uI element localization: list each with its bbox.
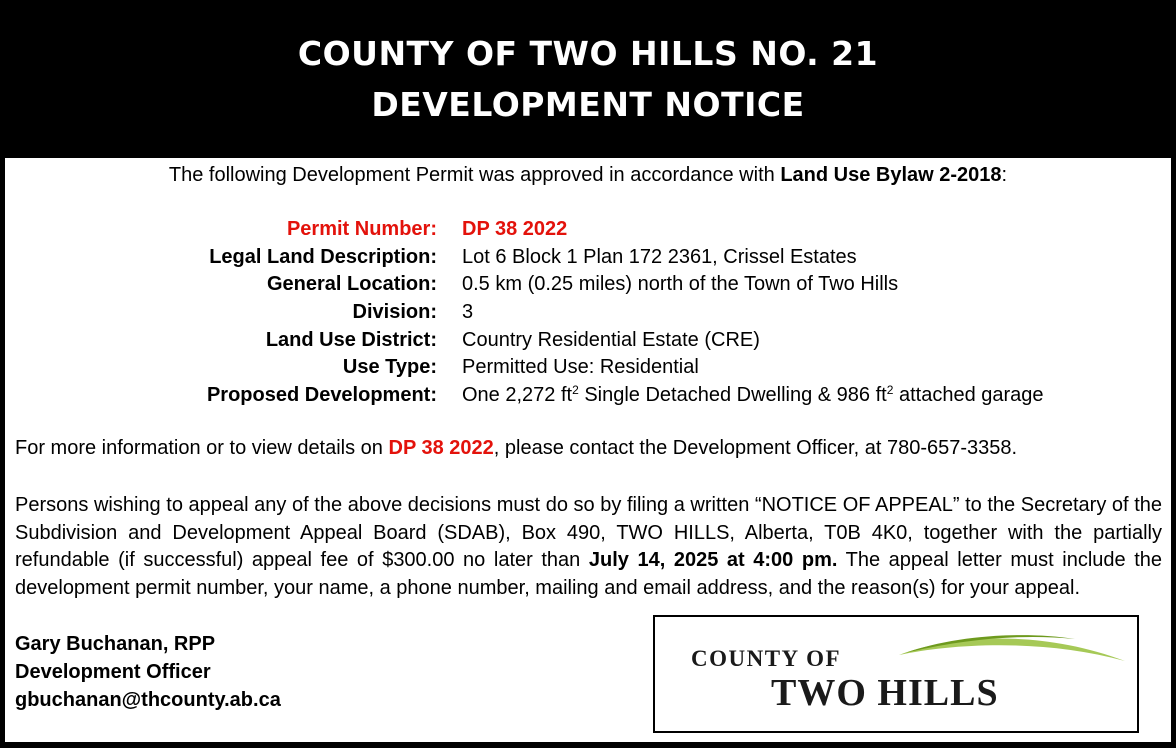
proposed-development-label: Proposed Development: [206,384,437,407]
field-permit-number [5,216,1171,244]
general-location-label: General Location: [266,273,437,296]
notice-body [5,158,1171,742]
use-type-value: Permitted Use: Residential [462,356,699,379]
info-permit-number: DP 38 2022 [388,437,494,459]
logo-county-of: COUNTY OF [691,646,842,671]
legal-land-label: Legal Land Description: [209,245,437,268]
field-proposed-development [5,382,1171,410]
signature-block [15,630,281,714]
division-label: Division: [352,301,437,324]
field-division [5,299,1171,327]
permit-details [5,216,1171,410]
field-legal-land [5,244,1171,272]
bylaw-reference: Land Use Bylaw 2-2018 [780,164,1002,186]
officer-title: Development Officer [15,661,211,683]
legal-land-value: Lot 6 Block 1 Plan 172 2361, Crissel Estates [462,245,857,268]
proposed-development-value: One 2,272 $ft^2$ Single Detached Dwelling & 986 $ft^2$ attached garage [462,383,1044,407]
logo-two-hills: TWO HILLS [771,672,999,714]
notice-header [0,0,1176,158]
officer-name: Gary Buchanan, RPP [15,633,216,655]
field-use-type [5,354,1171,382]
permit-number-value: DP 38 2022 [462,218,568,240]
division-value: 3 [462,301,474,324]
notice-title: DEVELOPMENT NOTICE [371,85,805,124]
use-type-label: Use Type: [342,356,437,379]
intro-sentence: The following Development Permit was approved in accordance with Land Use Bylaw 2-2018: [168,164,1008,186]
county-title: COUNTY OF TWO HILLS NO. 21 [297,34,879,73]
appeal-deadline: July 14, 2025 at 4:00 pm. [588,549,838,571]
land-use-district-label: Land Use District: [265,328,437,351]
info-sentence: For more information or to view details on DP 38 2022, please contact the Development Officer, at 780-657-3358. [15,437,1018,459]
land-use-district-value: Country Residential Estate (CRE) [462,328,760,351]
general-location-value: 0.5 km (0.25 miles) north of the Town of Two Hills [462,273,899,296]
field-land-use-district [5,327,1171,355]
county-logo [653,615,1139,733]
appeal-paragraph: Persons wishing to appeal any of the above decisions must do so by filing a written “NOTICE OF APPEAL” to the Secretary of the Subdivision and Development Appeal Board (SDAB), Box 490, TWO HILLS, Alberta, T0B 4K0, together with the partially refundable (if successful) appeal fee of $300.00 no later than July 14, 2025 at 4:00 pm. The appeal letter must include the development permit number, your name, a phone number, mailing and email address, and the reason(s) for your appeal. [15,494,1163,599]
officer-email: gbuchanan@thcounty.ab.ca [15,689,281,711]
field-general-location [5,271,1171,299]
permit-number-label: Permit Number: [286,218,437,240]
